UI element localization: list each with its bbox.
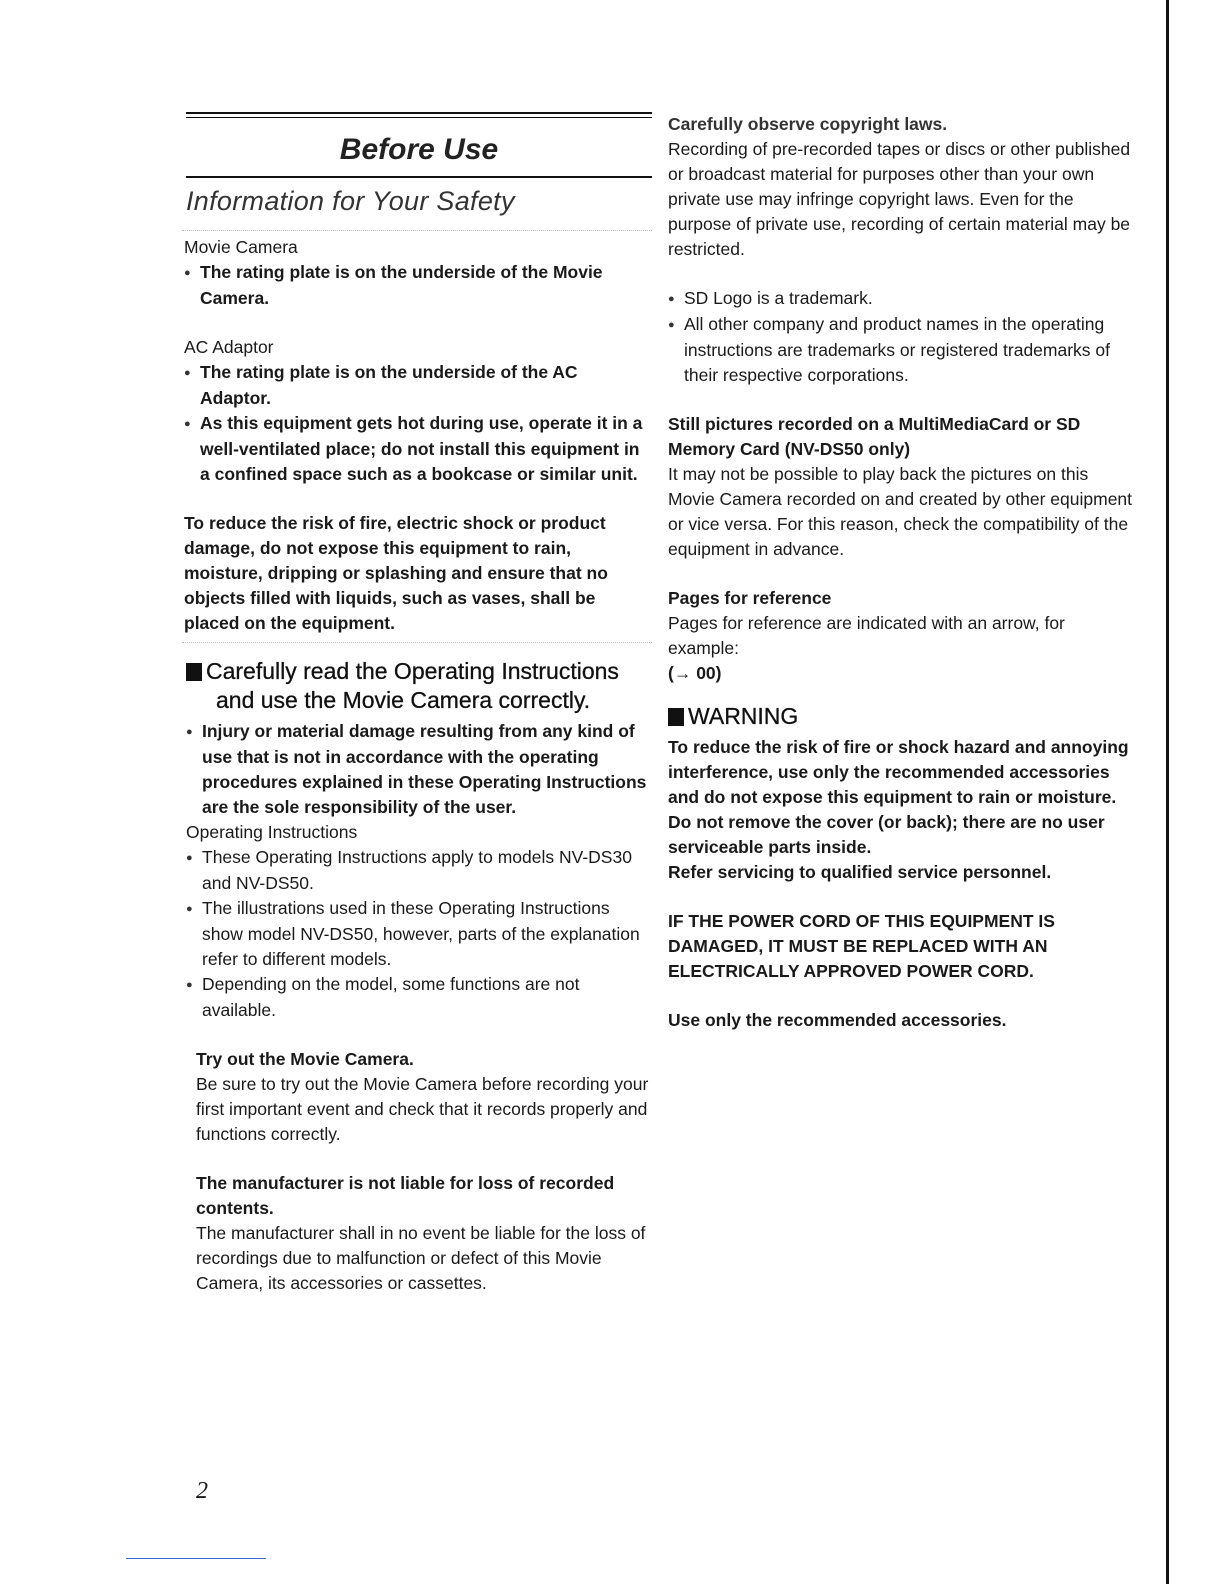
op-bullet-2: ● The illustrations used in these Operating Instructions show model NV-DS50, however, parts of the explanation refer to different models. [186, 896, 652, 972]
read-bullet: ● Injury or material damage resulting from any kind of use that is not in accordance with the operating procedures explained in these Operating Instructions are the sole responsibility of the user. [186, 719, 652, 820]
trademark-bullet-1: ● SD Logo is a trademark. [668, 286, 1138, 312]
read-instructions-heading [186, 657, 652, 715]
copyright-heading: Carefully observe copyright laws. [668, 114, 948, 134]
title-rule-bottom [186, 176, 652, 178]
power-cord-text: IF THE POWER CORD OF THIS EQUIPMENT IS DAMAGED, IT MUST BE REPLACED WITH AN ELECTRICALLY APPROVED POWER CORD. [668, 911, 1055, 981]
section-title: Before Use [339, 133, 499, 166]
safety-warning-text: To reduce the risk of fire, electric shock or product damage, do not expose this equipment to rain, moisture, dripping or splashing and ensure that no objects filled with liquids, such as vases, shall be placed on the equipment. [184, 513, 608, 633]
op-bullet-3: ● Depending on the model, some functions are not available. [186, 972, 652, 1023]
left-column [186, 112, 652, 1296]
accessories-text: Use only the recommended accessories. [668, 1010, 1007, 1030]
movie-camera-bullet: ● The rating plate is on the underside of the Movie Camera. [184, 260, 652, 311]
warning-text-3: Refer servicing to qualified service personnel. [668, 862, 1052, 882]
warning-heading [668, 702, 1138, 731]
title-rule-top [186, 112, 652, 118]
pages-reference-heading: Pages for reference [668, 588, 832, 608]
pages-reference-text: Pages for reference are indicated with an arrow, for example: [668, 613, 1065, 658]
liable-heading: The manufacturer is not liable for loss of recorded contents. [196, 1173, 615, 1218]
movie-camera-label: Movie Camera [184, 237, 298, 257]
warning-heading-text: WARNING [688, 703, 799, 729]
square-bullet-icon [186, 663, 202, 681]
read-instructions-heading-text: Carefully read the Operating Instructions and use the Movie Camera correctly. [206, 658, 619, 713]
footer-line [126, 1558, 266, 1559]
pages-reference-example: (→ 00) [668, 663, 722, 683]
try-heading: Try out the Movie Camera. [196, 1049, 414, 1069]
ac-bullet-2: ● As this equipment gets hot during use, operate it in a well-ventilated place; do not install this equipment in a confined space such as a bookcase or similar unit. [184, 411, 652, 487]
square-bullet-icon [668, 708, 684, 726]
warning-text-1: To reduce the risk of fire or shock hazard and annoying interference, use only the recommended accessories and do not expose this equipment to rain or moisture. [668, 737, 1129, 807]
try-text: Be sure to try out the Movie Camera before recording your first important event and check that it records properly and functions correctly. [196, 1074, 649, 1144]
liable-text: The manufacturer shall in no event be liable for the loss of recordings due to malfunction or defect of this Movie Camera, its accessories or cassettes. [196, 1223, 646, 1293]
op-bullet-1: ● These Operating Instructions apply to models NV-DS30 and NV-DS50. [186, 845, 652, 896]
right-column [668, 112, 1138, 1033]
page-edge-border [1166, 0, 1169, 1584]
copyright-text: Recording of pre-recorded tapes or discs or other published or broadcast material for purposes other than your own private use may infringe copyright laws. Even for the purpose of private use, recording of certain material may be restricted. [668, 139, 1131, 259]
warning-text-2: Do not remove the cover (or back); there are no user serviceable parts inside. [668, 812, 1105, 857]
ac-bullet-1: ● The rating plate is on the underside of the AC Adaptor. [184, 360, 652, 411]
safety-box [182, 230, 652, 643]
ac-adaptor-label: AC Adaptor [184, 337, 274, 357]
still-pictures-text: It may not be possible to play back the pictures on this Movie Camera recorded on and created by other equipment or vice versa. For this reason, check the compatibility of the equipment in advance. [668, 464, 1133, 559]
page-number: 2 [196, 1478, 208, 1504]
trademark-bullet-2: ● All other company and product names in the operating instructions are trademarks or registered trademarks of their respective corporations. [668, 312, 1138, 388]
op-instructions-label: Operating Instructions [186, 822, 358, 842]
still-pictures-heading: Still pictures recorded on a MultiMediaCard or SD Memory Card (NV-DS50 only) [668, 414, 1081, 459]
safety-subtitle: Information for Your Safety [186, 186, 515, 216]
